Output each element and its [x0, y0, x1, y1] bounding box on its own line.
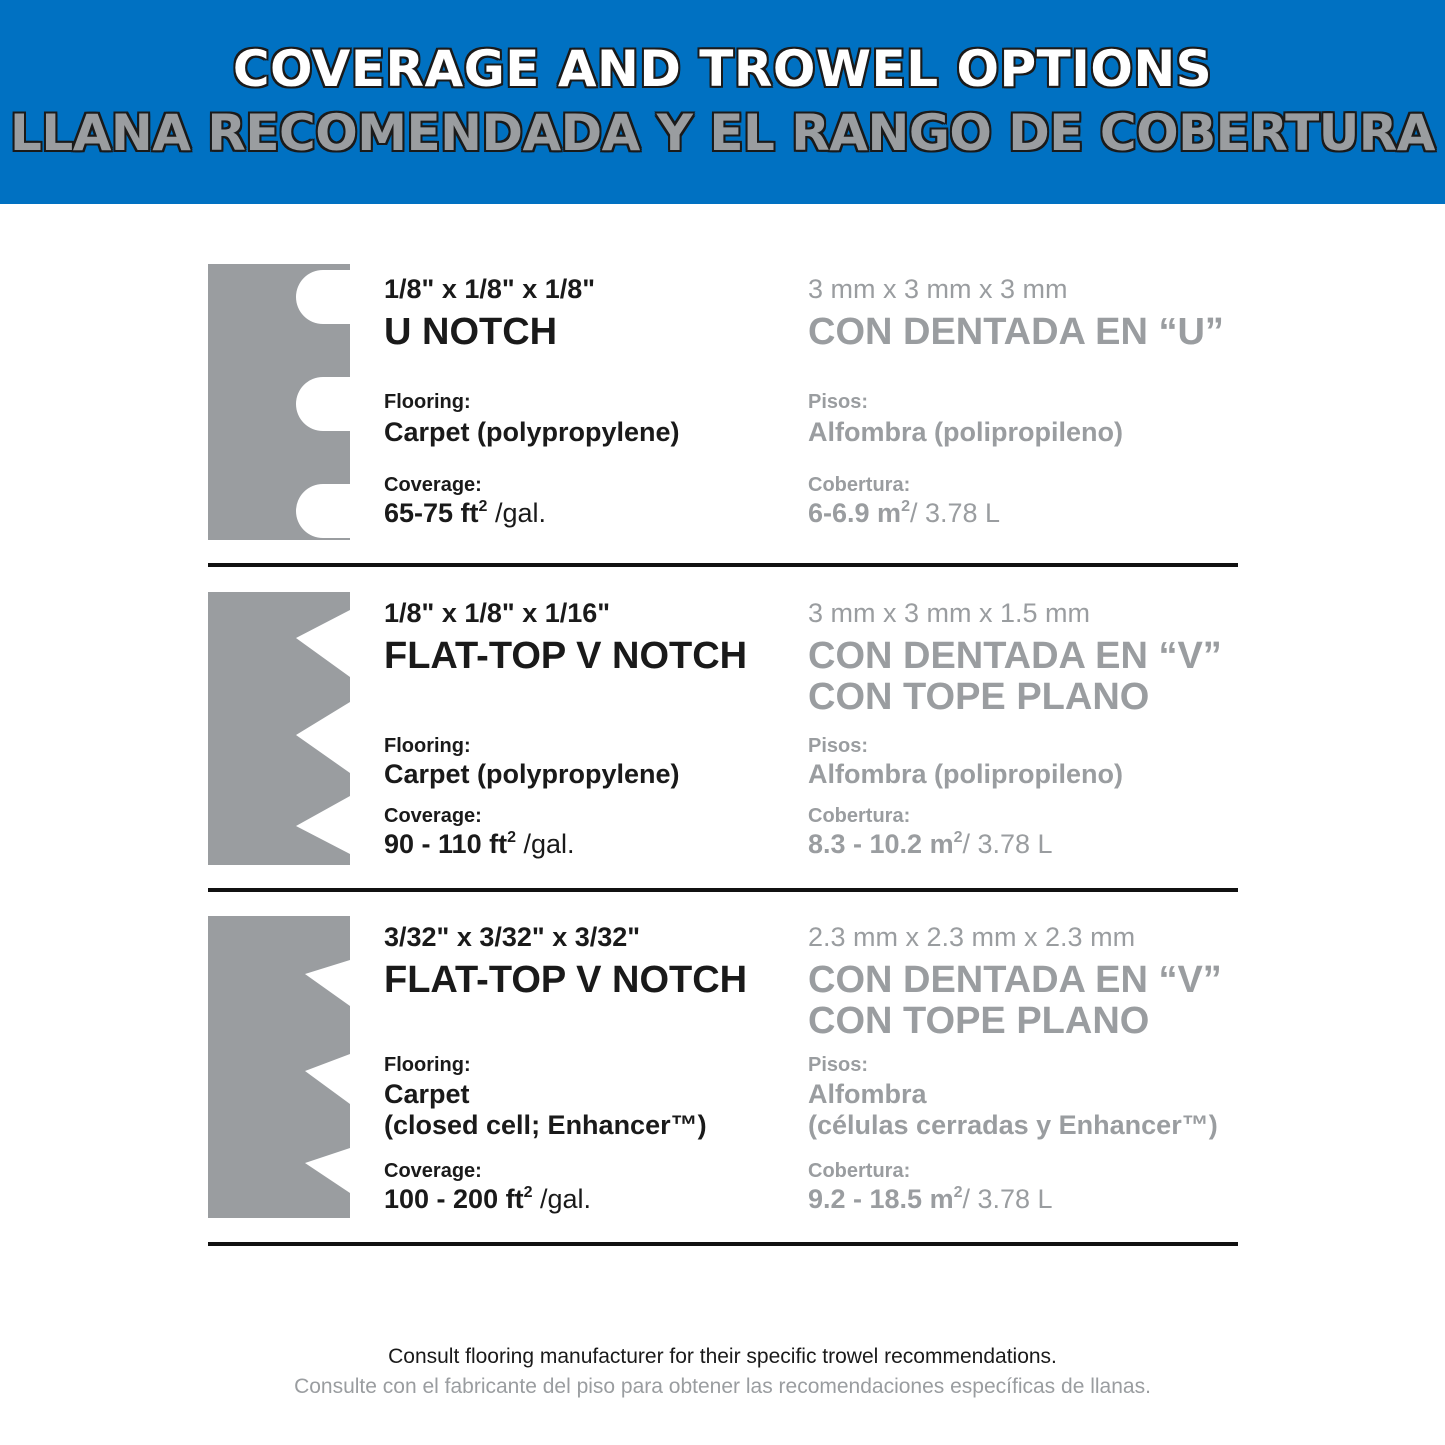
coverage-label-es: Cobertura: — [808, 474, 911, 496]
trowel-size-es: 3 mm x 3 mm x 1.5 mm — [808, 598, 1091, 628]
trowel-name-es-line2: CON TOPE PLANO — [808, 676, 1150, 718]
flooring-value: Carpet (polypropylene) — [384, 759, 680, 789]
trowel-size: 1/8" x 1/8" x 1/16" — [384, 598, 611, 628]
coverage-label-es: Cobertura: — [808, 1160, 911, 1182]
flooring-label-es: Pisos: — [808, 735, 869, 757]
coverage-value-es: 6-6.9 $m^2/$ 3.78 L — [808, 498, 1001, 528]
flooring-value-es-line2: (células cerradas y Enhancer™) — [808, 1110, 1218, 1140]
flooring-label: Flooring: — [384, 391, 471, 413]
page-subtitle: LLANA RECOMENDADA Y EL RANGO DE COBERTURA — [9, 104, 1435, 162]
trowel-name: FLAT-TOP V NOTCH — [384, 635, 748, 677]
trowel-size: 3/32" x 3/32" x 3/32" — [384, 922, 641, 952]
trowel-size-es: 2.3 mm x 2.3 mm x 2.3 mm — [808, 922, 1136, 952]
trowel-name: U NOTCH — [384, 311, 558, 353]
trowel-name: FLAT-TOP V NOTCH — [384, 959, 748, 1001]
page-title: COVERAGE AND TROWEL OPTIONS — [232, 40, 1213, 98]
u-notch-trowel-icon — [208, 264, 350, 540]
header-banner — [0, 0, 1445, 204]
row-divider — [208, 563, 1238, 567]
v-notch-trowel-icon — [208, 916, 350, 1218]
coverage-value: 90 - 110 $ft^2$ /gal. — [384, 829, 575, 859]
trowel-size: 1/8" x 1/8" x 1/8" — [384, 274, 596, 304]
footer-note: Consult flooring manufacturer for their specific trowel recommendations. — [388, 1345, 1057, 1368]
flooring-value-es-line1: Alfombra — [808, 1079, 927, 1109]
coverage-value-es: 9.2 - 18.5 $m^2/$ 3.78 L — [808, 1184, 1053, 1214]
flooring-value-es: Alfombra (polipropileno) — [808, 417, 1123, 447]
flooring-label-es: Pisos: — [808, 1054, 869, 1076]
flooring-label-es: Pisos: — [808, 391, 869, 413]
trowel-name-es-line1: CON DENTADA EN “V” — [808, 635, 1222, 677]
coverage-label: Coverage: — [384, 1160, 482, 1182]
trowel-name-es: CON DENTADA EN “U” — [808, 311, 1224, 353]
flooring-value-line1: Carpet — [384, 1079, 470, 1109]
coverage-label: Coverage: — [384, 805, 482, 827]
coverage-label: Coverage: — [384, 474, 482, 496]
coverage-label-es: Cobertura: — [808, 805, 911, 827]
coverage-value-es: 8.3 - 10.2 $m^2/$ 3.78 L — [808, 829, 1053, 859]
v-notch-trowel-icon — [208, 592, 350, 865]
row-divider — [208, 1242, 1238, 1246]
coverage-value: 100 - 200 $ft^2$ /gal. — [384, 1184, 592, 1214]
flooring-value-line2: (closed cell; Enhancer™) — [384, 1110, 707, 1140]
trowel-name-es-line1: CON DENTADA EN “V” — [808, 959, 1222, 1001]
trowel-name-es-line2: CON TOPE PLANO — [808, 1000, 1150, 1042]
flooring-value: Carpet (polypropylene) — [384, 417, 680, 447]
trowel-size-es: 3 mm x 3 mm x 3 mm — [808, 274, 1068, 304]
footer-note-es: Consulte con el fabricante del piso para obtener las recomendaciones específicas de llanas. — [294, 1375, 1151, 1398]
flooring-label: Flooring: — [384, 735, 471, 757]
flooring-label: Flooring: — [384, 1054, 471, 1076]
flooring-value-es: Alfombra (polipropileno) — [808, 759, 1123, 789]
row-divider — [208, 888, 1238, 892]
coverage-value: 65-75 $ft^2$ /gal. — [384, 498, 546, 528]
